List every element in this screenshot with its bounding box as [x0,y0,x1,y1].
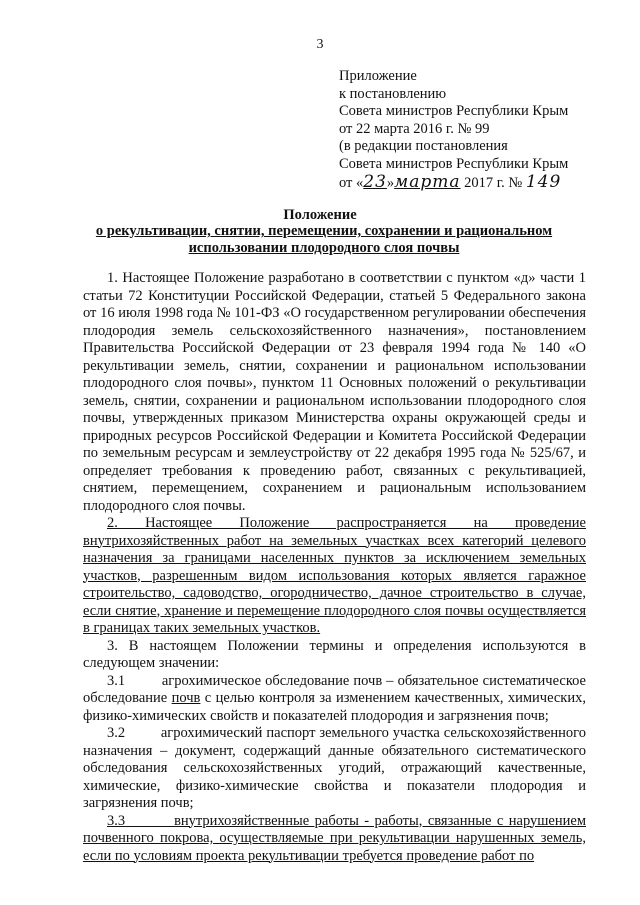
appendix-line: от 22 марта 2016 г. № 99 [339,120,490,137]
document-title: Положение [283,207,357,223]
handwritten-month: марта [394,171,461,192]
appendix-line: Приложение [339,68,417,84]
appendix-block [339,68,568,192]
appendix-line: Совета министров Республики Крым [339,155,569,172]
handwritten-day: 23 [363,171,387,192]
term-3-2: 3.2 агрохимический паспорт земельного участка сельскохозяйственного назначения – документ, содержащий данные обязательного систематического обследования сельскохозяйственных угодий, отражающий качественные, химические, физико-химические свойства и показатели плодородия и загрязнения почв; [83,725,586,811]
term-3-3: 3.3 внутрихозяйственные работы - работы, связанные с нарушением почвенного покрова, осуществляемые при рекультивации нарушенных земель, если по условиям проекта рекультивации требуется проведение работ по [83,812,586,864]
appendix-line: Совета министров Республики Крым [339,103,569,120]
paragraph-1: 1. Настоящее Положение разработано в соответствии с пунктом «д» части 1 статьи 72 Конституции Российской Федерации, статьей 5 Федерального закона от 16 июля 1998 года № 101-ФЗ «О государственном регулировании обеспечения плодородия земель сельскохозяйственного назначения», постановлением Правительства Российской Федерации от 23 февраля 1994 года № 140 «О рекультивации земель, снятии, сохранении и рациональном использовании плодородного слоя почвы», пунктом 11 Основных положений о рекультивации земель, снятии, сохранении и рациональном использовании плодородного слоя почвы, утвержденных приказом Министерства охраны окружающей среды и природных ресурсов Российской Федерации и Комитета Российской Федерации по земельным ресурсам и землеустройству от 22 декабря 1995 года № 525/67, и определяет требования к проведению работ, связанных с рекультивацией, снятием, перемещением, сохранением и рациональным использованием плодородного слоя почвы. [83,270,586,514]
page-number: 3 [316,37,324,52]
appendix-line: (в редакции постановления [339,138,508,155]
document-body [83,270,586,865]
handwritten-number: 149 [525,171,562,192]
term-3-1: 3.1 агрохимическое обследование почв – обязательное систематическое обследование почв с целью контроля за изменением качественных, химических, физико-химических свойств и показателей плодородия и загрязнения почв; [83,672,586,724]
paragraph-2: 2. Настоящее Положение распространяется на проведение внутрихозяйственных работ на земельных участках всех категорий целевого назначения за границами населенных пунктов за исключением земельных участков, разрешенным видом использования которых является гаражное строительство, садоводство, огородничество, дачное строительство в случае, если снятие, хранение и перемещение плодородного слоя почвы осуществляется в границах таких земельных участков. [83,515,586,636]
appendix-date-line: от «23»марта 2017 г. № 149 [339,171,562,192]
document-subtitle: о рекультивации, снятии, перемещении, сохранении и рациональном использовании плодородного слоя почвы [95,223,553,256]
paragraph-3: 3. В настоящем Положении термины и определения используются в следующем значении: [83,637,586,671]
appendix-line: к постановлению [339,85,447,102]
